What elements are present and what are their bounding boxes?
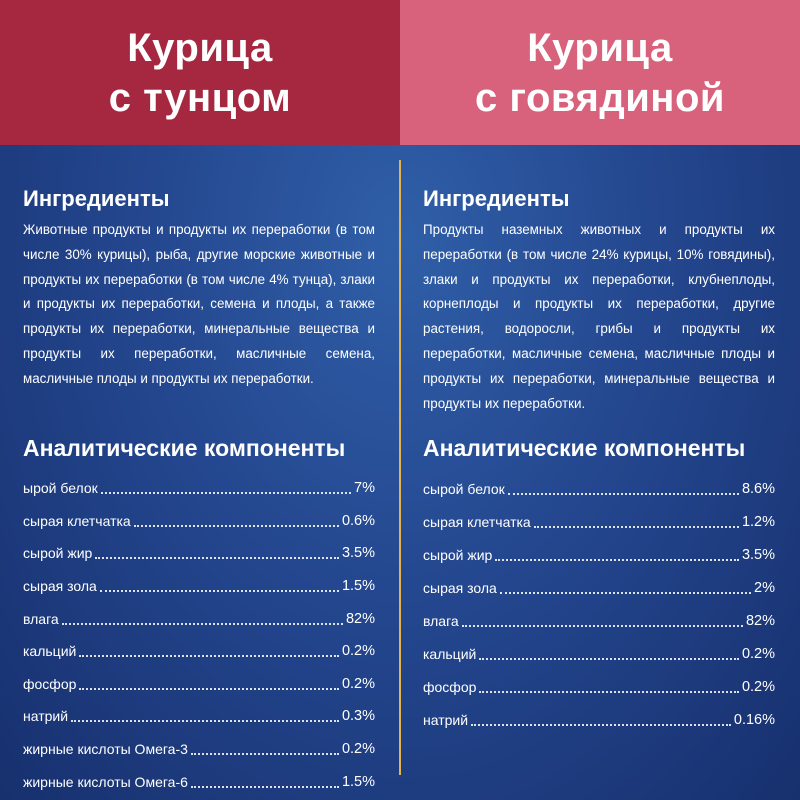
component-value: 0.3%	[341, 708, 375, 725]
title-line-1: Курица	[127, 25, 273, 70]
component-name: сырой жир	[423, 546, 493, 563]
components-list	[23, 472, 375, 798]
ingredients-heading: Ингредиенты	[423, 186, 570, 211]
component-row	[23, 537, 375, 570]
dot-leader	[95, 557, 339, 559]
component-row	[23, 635, 375, 668]
dot-leader	[495, 559, 739, 561]
component-value: 8.6%	[741, 480, 775, 497]
component-name: жирные кислоты Омега-3	[23, 741, 188, 758]
component-row	[423, 670, 775, 703]
component-value: 0.2%	[741, 645, 775, 662]
analytics-section	[23, 435, 375, 798]
component-name: кальций	[23, 643, 77, 660]
dot-leader	[100, 590, 339, 592]
component-name: фосфор	[23, 675, 77, 692]
component-name: жирные кислоты Омега-6	[23, 773, 188, 790]
component-name: сырая зола	[423, 579, 497, 596]
component-value: 7%	[354, 480, 375, 497]
dot-leader	[500, 592, 751, 594]
component-value: 0.2%	[341, 643, 375, 660]
component-row	[423, 703, 775, 736]
component-value: 2%	[754, 579, 775, 596]
title-line-1: Курица	[527, 25, 673, 70]
components-list	[423, 472, 775, 736]
header-chicken-beef	[400, 0, 800, 145]
dot-leader	[462, 625, 743, 627]
dot-leader	[71, 720, 339, 722]
component-value: 0.16%	[733, 711, 775, 728]
dot-leader	[479, 691, 739, 693]
ingredients-heading: Ингредиенты	[23, 186, 170, 211]
dot-leader	[508, 493, 739, 495]
title-line-2: с говядиной	[475, 75, 725, 120]
component-value: 0.2%	[341, 741, 375, 758]
component-name: сырая клетчатка	[23, 512, 131, 529]
dot-leader	[534, 526, 739, 528]
component-name: влага	[423, 612, 459, 629]
dot-leader	[134, 525, 339, 527]
component-value: 1.2%	[741, 513, 775, 530]
component-row	[423, 571, 775, 604]
dot-leader	[79, 655, 339, 657]
header-chicken-tuna	[0, 0, 400, 145]
component-row	[23, 472, 375, 505]
ingredients-section	[23, 186, 375, 392]
component-row	[23, 733, 375, 766]
dot-leader	[479, 658, 739, 660]
component-name: влага	[23, 610, 59, 627]
component-row	[423, 637, 775, 670]
component-row	[423, 538, 775, 571]
component-row	[23, 700, 375, 733]
analytics-heading: Аналитические компоненты	[23, 435, 346, 461]
ingredients-section	[423, 186, 775, 416]
dot-leader	[191, 786, 339, 788]
component-value: 0.2%	[341, 675, 375, 692]
component-name: сырой белок	[423, 480, 505, 497]
component-name: сырая зола	[23, 578, 97, 595]
analytics-heading: Аналитические компоненты	[423, 435, 746, 461]
component-row	[423, 505, 775, 538]
component-row	[23, 505, 375, 538]
component-name: сырая клетчатка	[423, 513, 531, 530]
component-value: 1.5%	[341, 773, 375, 790]
component-row	[23, 602, 375, 635]
component-value: 1.5%	[341, 578, 375, 595]
component-value: 0.2%	[741, 678, 775, 695]
ingredients-text: Животные продукты и продукты их переработки (в том числе 30% курицы), рыба, другие морские животные и продукты их переработки (в том числе 4% тунца), злаки и продукты их переработки, семена и плоды, а также продукты их переработки, минеральные вещества и продукты их переработки, масличные семена, масличные плоды и продукты их переработки.	[23, 222, 375, 386]
component-row	[23, 570, 375, 603]
component-row	[423, 472, 775, 505]
component-name: фосфор	[423, 678, 477, 695]
dot-leader	[471, 724, 731, 726]
component-name: кальций	[423, 645, 477, 662]
component-name: ырой белок	[23, 480, 98, 497]
component-value: 3.5%	[341, 545, 375, 562]
component-name: сырой жир	[23, 545, 93, 562]
component-name: натрий	[423, 711, 469, 728]
component-row	[23, 765, 375, 798]
dot-leader	[62, 623, 343, 625]
dot-leader	[191, 753, 339, 755]
component-row	[23, 668, 375, 701]
title-line-2: с тунцом	[108, 75, 292, 120]
dot-leader	[79, 688, 339, 690]
analytics-section	[423, 435, 775, 736]
component-value: 0.6%	[341, 512, 375, 529]
ingredients-text: Продукты наземных животных и продукты их переработки (в том числе 24% курицы, 10% говядины), злаки и продукты их переработки, клубнеплоды, корнеплоды и продукты их переработки, другие растения, водоросли, грибы и продукты их переработки, масличные семена, масличные плоды и продукты их переработки, минеральные вещества и продукты их переработки.	[423, 222, 775, 411]
component-value: 3.5%	[741, 546, 775, 563]
component-row	[423, 604, 775, 637]
component-name: натрий	[23, 708, 69, 725]
component-value: 82%	[745, 612, 775, 629]
column-chicken-beef	[400, 0, 800, 800]
dot-leader	[101, 492, 351, 494]
component-value: 82%	[345, 610, 375, 627]
